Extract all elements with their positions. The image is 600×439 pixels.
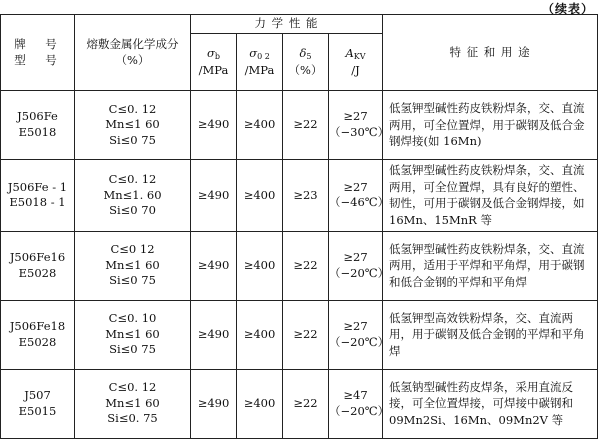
composition-line: Mn≤1 60 xyxy=(105,117,160,132)
table-row xyxy=(1,160,598,232)
akv-line: ≥27 xyxy=(343,319,368,334)
delta5-subscript: 5 xyxy=(306,51,312,61)
composition-line: Mn≤1 60 xyxy=(105,395,160,410)
delta5-cell: ≥22 xyxy=(283,91,329,160)
sigma-b-cell: ≥490 xyxy=(191,160,237,232)
sigma-b-cell: ≥490 xyxy=(191,231,237,300)
sigma-02-unit: /MPa xyxy=(244,62,275,77)
composition-line: Si≤0 75 xyxy=(109,132,156,147)
sigma-b-unit: /MPa xyxy=(198,62,229,77)
delta5-cell: ≥22 xyxy=(283,369,329,438)
features-cell: 低氢钾型碱性药皮铁粉焊条，交、直流两用，可全位置焊，具有良好的塑性、韧性，可用于碳钢及低合金钢焊接，如16Mn、15MnR 等 xyxy=(383,160,598,232)
composition-cell xyxy=(75,91,191,160)
akv-line: ≥27 xyxy=(343,250,368,265)
grade-cell xyxy=(1,160,75,232)
akv-line: （−20℃） xyxy=(329,265,390,280)
composition-header xyxy=(75,15,191,91)
akv-header xyxy=(329,34,383,91)
sigma-b-symbol: σ xyxy=(207,45,215,60)
sigma-b-cell: ≥490 xyxy=(191,300,237,369)
delta5-cell: ≥22 xyxy=(283,231,329,300)
composition-line: C≤0. 10 xyxy=(108,311,157,326)
composition-cell xyxy=(75,300,191,369)
akv-line: ≥27 xyxy=(343,179,368,194)
grade-line: E5018 xyxy=(18,125,57,139)
akv-line: （−20℃） xyxy=(329,334,390,349)
composition-line: Mn≤1. 60 xyxy=(103,187,162,202)
akv-unit: /J xyxy=(351,62,360,77)
header-row-1 xyxy=(1,15,598,34)
sigma-02-cell: ≥400 xyxy=(237,369,283,438)
sigma-02-cell: ≥400 xyxy=(237,300,283,369)
grade-cell xyxy=(1,369,75,438)
composition-header-line2: （%） xyxy=(115,52,150,67)
akv-cell xyxy=(329,300,390,369)
grade-line: E5028 xyxy=(18,265,57,280)
table-row xyxy=(1,369,598,438)
features-cell: 低氢钾型碱性药皮铁粉焊条，交、直流两用，适用于平焊和平角焊，用于碳钢和低合金钢的平焊和平角焊 xyxy=(383,231,598,300)
composition-line: Si≤0 70 xyxy=(109,203,156,218)
sigma-02-header xyxy=(237,34,283,91)
delta5-header xyxy=(283,34,329,91)
delta5-cell: ≥22 xyxy=(283,300,329,369)
electrode-table xyxy=(0,14,598,439)
continued-label: （续表） xyxy=(541,2,594,16)
grade-header xyxy=(1,15,75,91)
akv-cell xyxy=(329,91,390,160)
composition-line: Si≤0 75 xyxy=(109,342,156,357)
grade-line: J506Fe xyxy=(17,109,58,124)
sigma-b-cell: ≥490 xyxy=(191,91,237,160)
akv-subscript: KV xyxy=(353,51,366,61)
composition-cell xyxy=(75,231,191,300)
composition-line: Si≤0 75 xyxy=(109,273,156,288)
delta5-cell: ≥23 xyxy=(283,160,329,232)
features-cell: 低氢钠型碱性药皮焊条，采用直流反接，可全位置焊接，可焊接中碳钢和09Mn2Si、16Mn、09Mn2V 等 xyxy=(383,369,598,438)
grade-line: J506Fe18 xyxy=(9,319,66,334)
sigma-02-subscript: 0 2 xyxy=(257,51,270,61)
akv-cell xyxy=(329,369,390,438)
composition-line: Si≤0. 75 xyxy=(107,411,158,426)
sigma-02-cell: ≥400 xyxy=(237,91,283,160)
grade-line: E5028 xyxy=(18,334,57,349)
composition-line: C≤0. 12 xyxy=(108,101,157,116)
table-row xyxy=(1,91,598,160)
table-row xyxy=(1,300,598,369)
features-cell: 低氢钾型碱性药皮铁粉焊条，交、直流两用，可全位置焊，用于碳钢及低合金钢焊接(如 16Mn) xyxy=(383,91,598,160)
features-header: 特 征 和 用 途 xyxy=(383,15,598,91)
grade-cell xyxy=(1,300,75,369)
grade-line: J507 xyxy=(24,388,51,403)
grade-header-line1: 牌 号 xyxy=(14,36,61,51)
composition-line: C≤0. 12 xyxy=(108,172,157,187)
grade-line: E5018 - 1 xyxy=(9,195,66,210)
table-body xyxy=(1,91,598,439)
akv-cell xyxy=(329,231,390,300)
features-cell: 低氢钾型高效铁粉焊条，交、直流两用，用于碳钢及低合金钢的平焊和平角焊 xyxy=(383,300,598,369)
mechanical-header: 力 学 性 能 xyxy=(191,15,383,34)
composition-header-line1: 熔敷金属化学成分 xyxy=(86,36,179,51)
composition-line: Mn≤1 60 xyxy=(105,257,160,272)
grade-header-line2: 型 号 xyxy=(14,52,61,67)
sigma-02-cell: ≥400 xyxy=(237,231,283,300)
grade-line: J506Fe - 1 xyxy=(7,179,68,194)
sigma-b-subscript: b xyxy=(214,51,220,61)
composition-line: C≤0. 12 xyxy=(108,380,157,395)
table-row xyxy=(1,231,598,300)
akv-line: （−30℃） xyxy=(329,125,390,139)
composition-cell xyxy=(75,369,191,438)
grade-line: E5015 xyxy=(18,403,57,418)
sigma-b-cell: ≥490 xyxy=(191,369,237,438)
delta5-unit: （%） xyxy=(288,62,323,77)
sigma-02-symbol: σ xyxy=(249,45,258,60)
akv-line: ≥47 xyxy=(343,388,368,403)
sigma-b-header xyxy=(191,34,237,91)
grade-cell xyxy=(1,231,75,300)
composition-line: Mn≤1 60 xyxy=(105,326,160,341)
grade-line: J506Fe16 xyxy=(9,250,66,265)
delta5-symbol: δ xyxy=(299,45,307,60)
akv-line: （−20℃） xyxy=(329,403,390,418)
composition-line: C≤0 12 xyxy=(110,242,155,257)
akv-line: （−46℃） xyxy=(329,195,390,210)
sigma-02-cell: ≥400 xyxy=(237,160,283,232)
grade-cell xyxy=(1,91,75,160)
akv-symbol: A xyxy=(345,45,354,60)
akv-cell xyxy=(329,160,390,232)
composition-cell xyxy=(75,160,191,232)
akv-line: ≥27 xyxy=(343,109,368,124)
